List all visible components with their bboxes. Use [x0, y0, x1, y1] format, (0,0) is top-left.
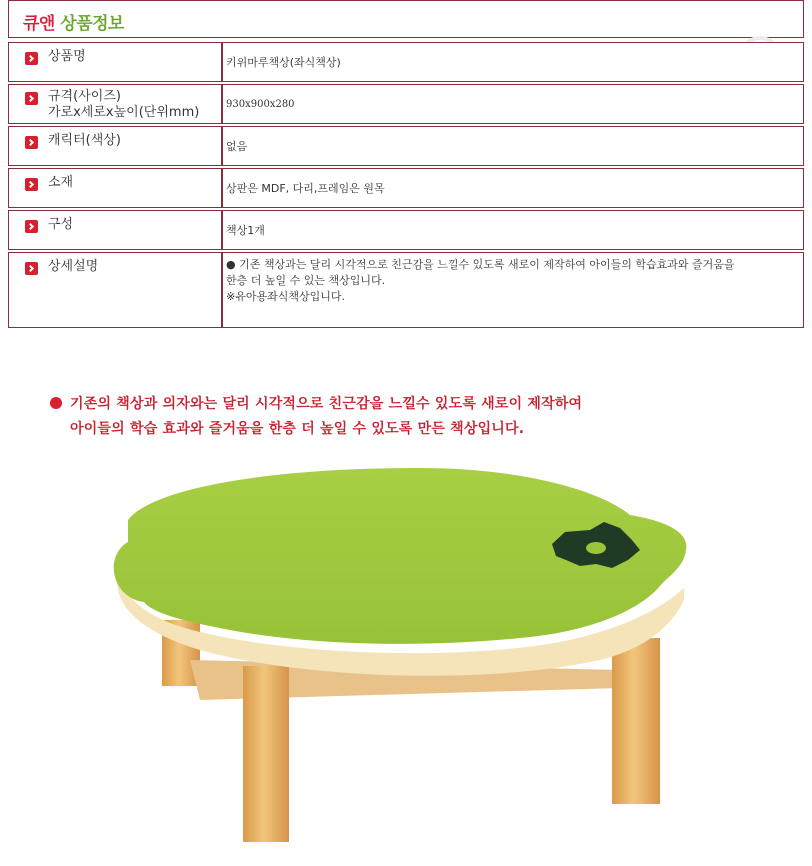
brand-name: 큐앤	[23, 14, 55, 34]
red-dot-icon	[50, 397, 62, 409]
spec-row-material	[8, 168, 804, 208]
spec-row-composition	[8, 210, 804, 250]
spec-label: 상품명	[48, 49, 86, 64]
header-title	[23, 9, 124, 34]
spec-value: 상판은 MDF, 다리,프레임은 원목	[226, 182, 385, 195]
spec-row-product-name	[8, 42, 804, 82]
spec-label: 구성	[48, 217, 74, 232]
spec-row-detail	[8, 252, 804, 328]
spec-value: 없음	[226, 140, 248, 153]
red-arrow-square-icon	[25, 92, 38, 105]
spec-label: 상세설명	[48, 259, 99, 274]
spec-label: 규격(사이즈)	[48, 89, 121, 104]
red-arrow-square-icon	[25, 220, 38, 233]
red-arrow-square-icon	[25, 136, 38, 149]
spec-label: 캐릭터(색상)	[48, 133, 121, 148]
red-arrow-square-icon	[25, 178, 38, 191]
description-line-2: 아이들의 학습 효과와 즐거움을 한층 더 높일 수 있도록 만든 책상입니다.	[70, 421, 525, 437]
product-table-image	[0, 460, 812, 860]
table-leg-front-left	[243, 666, 289, 842]
spec-value: 책상1개	[226, 224, 265, 237]
spec-label-sub: 가로x세로x높이(단위mm)	[48, 105, 200, 120]
section-title: 상품정보	[60, 14, 124, 34]
info-header	[8, 0, 804, 38]
description-line-1: 기존의 책상과 의자와는 달리 시각적으로 친근감을 느낄수 있도록 새로이 제작하여	[70, 396, 583, 412]
spec-value: 930x900x280	[226, 99, 295, 110]
table-leg-front-right	[612, 638, 660, 804]
red-arrow-square-icon	[25, 262, 38, 275]
spec-table	[8, 40, 804, 330]
description-text	[50, 392, 582, 442]
red-arrow-square-icon	[25, 52, 38, 65]
spec-value-line: 한층 더 높일 수 있는 책상입니다.	[226, 274, 386, 287]
spec-value-line: ● 기존 책상과는 달리 시각적으로 친근감을 느낄수 있도록 새로이 제작하여 아이들의 학습효과와 즐거움을	[226, 258, 735, 271]
spec-value: 키위마루책상(좌식책상)	[226, 56, 341, 69]
spec-row-character	[8, 126, 804, 166]
spec-value-line: ※유아용좌식책상입니다.	[226, 290, 345, 303]
spec-label: 소재	[48, 175, 74, 190]
spec-row-size	[8, 84, 804, 124]
